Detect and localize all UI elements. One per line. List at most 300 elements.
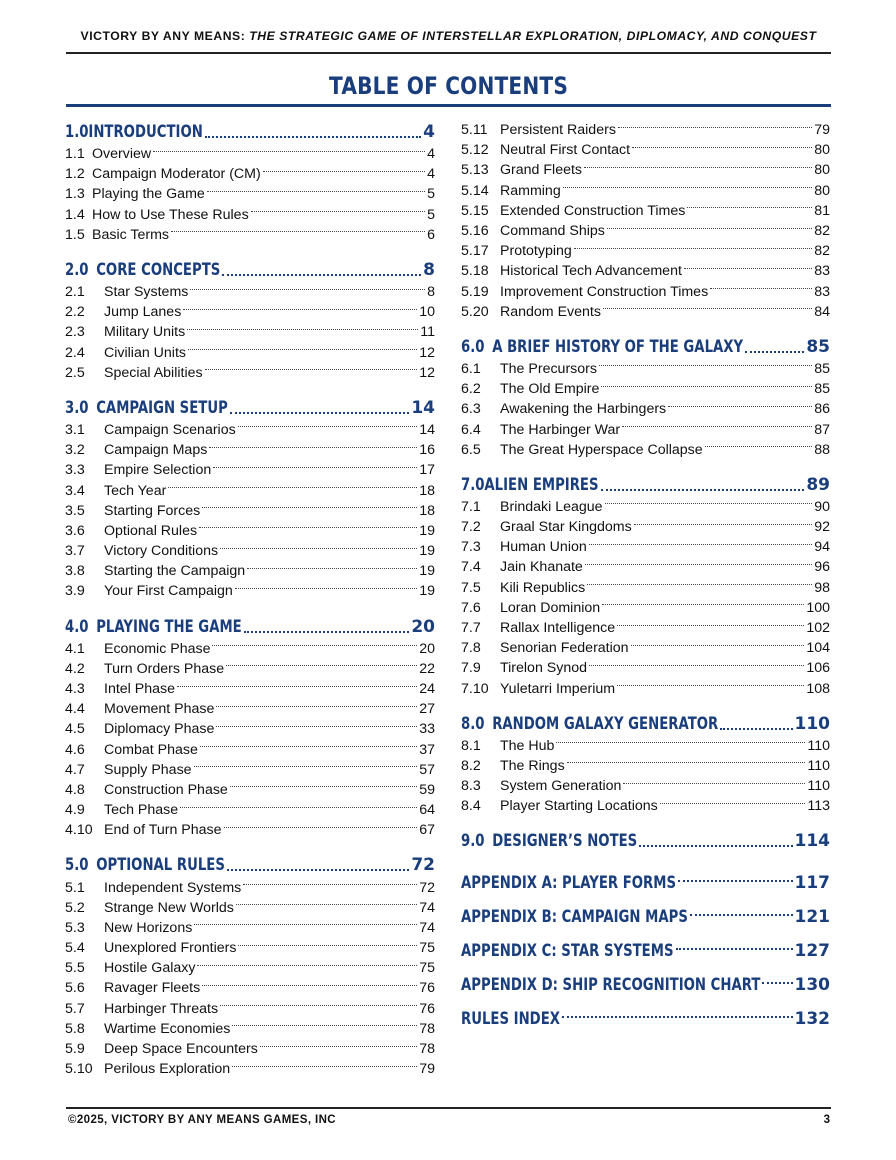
toc-entry-label: Optional Rules xyxy=(104,522,198,539)
dot-leader xyxy=(562,1016,793,1018)
toc-entry[interactable] xyxy=(461,537,830,557)
dot-leader xyxy=(220,1005,417,1006)
toc-chapter-entry[interactable] xyxy=(461,829,830,853)
toc-entry-number: 7.2 xyxy=(461,519,481,536)
dot-leader xyxy=(190,289,425,290)
dot-leader xyxy=(187,329,418,330)
toc-entry[interactable] xyxy=(65,800,435,820)
toc-entry-number: 1.4 xyxy=(65,206,85,223)
toc-entry-label: Jump Lanes xyxy=(104,304,182,321)
toc-chapter-page: 4 xyxy=(423,122,435,142)
toc-entry[interactable] xyxy=(65,501,435,521)
toc-entry[interactable] xyxy=(461,399,830,419)
toc-entry[interactable] xyxy=(65,639,435,659)
dot-leader xyxy=(216,726,417,727)
toc-entry-page: 106 xyxy=(806,660,830,677)
toc-section xyxy=(65,258,435,383)
toc-chapter-name: CORE CONCEPTS xyxy=(96,259,221,280)
toc-entry-number: 6.5 xyxy=(461,441,481,458)
toc-entry[interactable] xyxy=(65,420,435,440)
toc-entry[interactable] xyxy=(461,598,830,618)
toc-chapter-title xyxy=(65,260,220,280)
toc-entry-label: Movement Phase xyxy=(104,701,215,718)
toc-entry[interactable] xyxy=(461,241,830,261)
dot-leader xyxy=(251,211,425,212)
toc-appendix-page: 117 xyxy=(794,873,830,894)
toc-entry-page: 80 xyxy=(814,142,830,159)
toc-entry-page: 27 xyxy=(419,701,435,718)
toc-entry-number: 5.7 xyxy=(65,1000,85,1017)
toc-entry-page: 5 xyxy=(427,186,435,203)
toc-entry[interactable] xyxy=(65,679,435,699)
toc-entry-page: 110 xyxy=(807,737,830,754)
dot-leader xyxy=(222,274,421,276)
toc-chapter-title xyxy=(461,475,599,495)
toc-entry[interactable] xyxy=(461,557,830,577)
toc-chapter-label xyxy=(65,122,203,142)
toc-entry-page: 104 xyxy=(806,640,830,657)
toc-entry-label: Construction Phase xyxy=(104,781,228,798)
toc-entry-label: Jain Khanate xyxy=(500,559,583,576)
toc-chapter-page: 8 xyxy=(423,259,435,280)
dot-leader xyxy=(236,904,417,905)
toc-entry-label: Deep Space Encounters xyxy=(104,1041,258,1058)
toc-section xyxy=(461,120,830,322)
toc-entry-label: Human Union xyxy=(500,539,587,556)
toc-entry-number: 6.3 xyxy=(461,401,481,418)
toc-entry-number: 7.10 xyxy=(461,680,489,697)
toc-entry-label: Senorian Federation xyxy=(500,640,629,657)
dot-leader xyxy=(705,446,813,447)
toc-chapter-entry[interactable] xyxy=(65,396,435,420)
toc-entry-number: 7.9 xyxy=(461,660,481,677)
toc-entry[interactable] xyxy=(65,581,435,601)
toc-entry-label: Star Systems xyxy=(104,284,189,301)
toc-entry-number: 3.7 xyxy=(65,543,85,560)
toc-entry-page: 74 xyxy=(419,919,435,936)
toc-entry-number: 4.10 xyxy=(65,822,93,839)
dot-leader xyxy=(238,945,417,946)
toc-entry-number: 1.3 xyxy=(65,186,85,203)
page-title: TABLE OF CONTENTS xyxy=(328,72,569,100)
toc-entry-page: 33 xyxy=(419,721,435,738)
toc-entry-label: Strange New Worlds xyxy=(104,899,234,916)
dot-leader xyxy=(199,527,417,528)
toc-entry[interactable] xyxy=(65,225,435,245)
toc-entry-label: The Hub xyxy=(500,737,555,754)
title-rule xyxy=(66,104,831,107)
toc-appendix-entry[interactable] xyxy=(461,934,830,968)
toc-entry[interactable] xyxy=(461,419,830,439)
toc-entry-number: 2.5 xyxy=(65,364,85,381)
toc-entry-label: Kili Republics xyxy=(500,579,586,596)
dot-leader xyxy=(260,1046,417,1047)
toc-entry-number: 2.2 xyxy=(65,304,85,321)
dot-leader xyxy=(720,728,792,730)
toc-chapter-entry[interactable] xyxy=(65,853,435,877)
toc-entry[interactable] xyxy=(65,999,435,1019)
toc-entry[interactable] xyxy=(461,638,830,658)
toc-entry-label: Combat Phase xyxy=(104,741,198,758)
toc-entry-page: 74 xyxy=(419,899,435,916)
toc-entry[interactable] xyxy=(461,578,830,598)
toc-entry-number: 1.1 xyxy=(65,146,85,163)
toc-chapter-number: 3.0 xyxy=(65,397,89,418)
dot-leader xyxy=(574,248,812,249)
toc-entry[interactable] xyxy=(65,918,435,938)
toc-entry-page: 110 xyxy=(807,778,830,795)
toc-entry-number: 8.3 xyxy=(461,778,481,795)
toc-entry[interactable] xyxy=(65,561,435,581)
toc-chapter-name: DESIGNER’S NOTES xyxy=(492,831,638,852)
toc-entry[interactable] xyxy=(461,776,830,796)
toc-entry[interactable] xyxy=(65,282,435,302)
toc-entry[interactable] xyxy=(65,1019,435,1039)
dot-leader xyxy=(617,685,804,686)
toc-entry[interactable] xyxy=(461,756,830,776)
toc-appendix-entry[interactable] xyxy=(461,866,830,900)
toc-entry-number: 4.8 xyxy=(65,781,85,798)
toc-entry[interactable] xyxy=(65,164,435,184)
toc-entry-label: The Great Hyperspace Collapse xyxy=(500,441,703,458)
toc-entry[interactable] xyxy=(65,1059,435,1079)
toc-entry-number: 7.7 xyxy=(461,620,481,637)
toc-appendix-label: APPENDIX B: CAMPAIGN MAPS xyxy=(461,907,688,928)
toc-entry-label: Supply Phase xyxy=(104,761,192,778)
dot-leader xyxy=(589,665,804,666)
toc-entry[interactable] xyxy=(461,359,830,379)
toc-entry[interactable] xyxy=(461,379,830,399)
toc-entry[interactable] xyxy=(461,658,830,678)
toc-entry[interactable] xyxy=(65,363,435,383)
dot-leader xyxy=(601,386,812,387)
toc-entry-label: Ravager Fleets xyxy=(104,980,201,997)
toc-chapter-name: INTRODUCTION xyxy=(88,122,203,142)
dot-leader xyxy=(227,869,409,871)
dot-leader xyxy=(216,706,417,707)
dot-leader xyxy=(171,231,425,232)
toc-entry-number: 5.4 xyxy=(65,940,85,957)
toc-entry-label: The Precursors xyxy=(500,360,597,377)
footer-page-number: 3 xyxy=(823,1114,830,1126)
dot-leader xyxy=(601,489,805,491)
toc-chapter-number: 4.0 xyxy=(65,616,89,637)
toc-entry[interactable] xyxy=(461,736,830,756)
dot-leader xyxy=(235,588,417,589)
dot-leader xyxy=(202,507,417,508)
toc-entry-page: 19 xyxy=(419,543,435,560)
toc-entry-label: Playing the Game xyxy=(92,186,205,203)
toc-entry[interactable] xyxy=(65,205,435,225)
toc-entry-number: 7.3 xyxy=(461,539,481,556)
footer-rule xyxy=(66,1107,831,1109)
toc-entry[interactable] xyxy=(461,201,830,221)
dot-leader xyxy=(585,564,812,565)
toc-entry[interactable] xyxy=(461,181,830,201)
dot-leader xyxy=(678,880,793,882)
toc-chapter-page: 14 xyxy=(411,397,435,418)
toc-entry[interactable] xyxy=(461,282,830,302)
dot-leader xyxy=(684,268,812,269)
toc-entry[interactable] xyxy=(65,1039,435,1059)
toc-appendix-title xyxy=(461,975,760,995)
toc-entry-label: The Old Empire xyxy=(500,381,600,398)
toc-entry-label: Graal Star Kingdoms xyxy=(500,519,632,536)
toc-entry[interactable] xyxy=(65,780,435,800)
toc-entry-number: 3.2 xyxy=(65,442,85,459)
toc-entry-page: 79 xyxy=(814,122,830,139)
toc-entry-number: 3.6 xyxy=(65,522,85,539)
toc-entry-number: 3.8 xyxy=(65,563,85,580)
toc-entry[interactable] xyxy=(65,740,435,760)
toc-entry-number: 5.14 xyxy=(461,182,489,199)
dot-leader xyxy=(690,914,793,916)
toc-chapter-number: 9.0 xyxy=(461,831,485,852)
toc-appendix-page: 130 xyxy=(794,975,830,996)
toc-chapter-title xyxy=(461,337,743,357)
toc-appendix-entry[interactable] xyxy=(461,900,830,934)
toc-chapter-entry[interactable] xyxy=(65,615,435,639)
toc-entry[interactable] xyxy=(65,144,435,164)
toc-chapter-number: 6.0 xyxy=(461,336,485,357)
toc-entry[interactable] xyxy=(65,877,435,897)
toc-entry-number: 4.5 xyxy=(65,721,85,738)
toc-entry-number: 5.18 xyxy=(461,263,489,280)
toc-entry-number: 7.5 xyxy=(461,579,481,596)
toc-entry-page: 75 xyxy=(419,960,435,977)
toc-entry-label: Civilian Units xyxy=(104,344,186,361)
toc-entry-label: Turn Orders Phase xyxy=(104,660,225,677)
toc-entry-number: 5.12 xyxy=(461,142,489,159)
toc-entry-page: 94 xyxy=(814,539,830,556)
toc-entry[interactable] xyxy=(65,699,435,719)
toc-entry-page: 79 xyxy=(419,1061,435,1078)
toc-entry-number: 5.2 xyxy=(65,899,85,916)
toc-chapter-entry[interactable] xyxy=(65,258,435,282)
toc-entry[interactable] xyxy=(65,898,435,918)
toc-entry-label: Brindaki League xyxy=(500,498,603,515)
dot-leader xyxy=(180,807,417,808)
toc-entry-label: Starting the Campaign xyxy=(104,563,246,580)
toc-entry-page: 80 xyxy=(814,162,830,179)
toc-entry-label: How to Use These Rules xyxy=(92,206,249,223)
toc-section xyxy=(461,335,830,460)
toc-entry[interactable] xyxy=(65,541,435,561)
toc-entry-label: Player Starting Locations xyxy=(500,798,658,815)
toc-chapter-entry[interactable] xyxy=(461,712,830,736)
toc-entry-label: Neutral First Contact xyxy=(500,142,631,159)
toc-entry-page: 88 xyxy=(814,441,830,458)
toc-entry[interactable] xyxy=(461,261,830,281)
toc-entry[interactable] xyxy=(461,302,830,322)
toc-entry[interactable] xyxy=(65,958,435,978)
toc-entry-page: 92 xyxy=(814,519,830,536)
toc-entry[interactable] xyxy=(461,221,830,241)
toc-entry-number: 5.15 xyxy=(461,202,489,219)
dot-leader xyxy=(687,207,812,208)
toc-entry-number: 7.1 xyxy=(461,498,481,515)
dot-leader xyxy=(168,487,417,488)
toc-appendix-title xyxy=(461,1009,560,1029)
toc-entry-number: 3.3 xyxy=(65,462,85,479)
toc-appendix-page: 127 xyxy=(794,941,830,962)
toc-entry-label: Empire Selection xyxy=(104,462,212,479)
toc-entry-label: Grand Fleets xyxy=(500,162,583,179)
dot-leader xyxy=(263,171,425,172)
toc-entry-page: 85 xyxy=(814,381,830,398)
dot-leader xyxy=(207,191,425,192)
toc-chapter-entry[interactable] xyxy=(65,120,435,144)
toc-entry[interactable] xyxy=(461,140,830,160)
toc-entry[interactable] xyxy=(461,618,830,638)
toc-entry-page: 6 xyxy=(427,226,435,243)
toc-chapter-page: 114 xyxy=(794,831,830,852)
toc-appendix-label: APPENDIX D: SHIP RECOGNITION CHART xyxy=(461,975,761,996)
toc-entry-label: Tech Year xyxy=(104,482,167,499)
toc-chapter-entry[interactable] xyxy=(461,473,830,497)
toc-entry-page: 80 xyxy=(814,182,830,199)
toc-entry-page: 113 xyxy=(807,798,830,815)
toc-entry-label: Campaign Maps xyxy=(104,442,208,459)
toc-chapter-page: 20 xyxy=(411,616,435,637)
dot-leader xyxy=(212,645,417,646)
toc-entry-label: Overview xyxy=(92,146,152,163)
toc-entry[interactable] xyxy=(461,796,830,816)
toc-entry-number: 5.10 xyxy=(65,1061,93,1078)
dot-leader xyxy=(200,746,417,747)
toc-entry[interactable] xyxy=(65,978,435,998)
toc-entry-page: 16 xyxy=(419,442,435,459)
toc-entry-number: 3.5 xyxy=(65,502,85,519)
toc-entry-page: 75 xyxy=(419,940,435,957)
dot-leader xyxy=(605,503,813,504)
toc-chapter-label xyxy=(65,617,242,637)
toc-entry-number: 4.2 xyxy=(65,660,85,677)
toc-entry-label: Unexplored Frontiers xyxy=(104,940,237,957)
toc-appendix-page: 121 xyxy=(794,907,830,928)
dot-leader xyxy=(632,147,812,148)
toc-entry[interactable] xyxy=(65,302,435,322)
toc-chapter-page: 85 xyxy=(806,336,830,357)
toc-entry[interactable] xyxy=(65,820,435,840)
toc-entry-label: Tech Phase xyxy=(104,802,179,819)
toc-entry[interactable] xyxy=(461,120,830,140)
dot-leader xyxy=(194,924,417,925)
toc-chapter-title xyxy=(65,617,242,637)
toc-entry-page: 17 xyxy=(419,462,435,479)
dot-leader xyxy=(188,349,417,350)
toc-entry-page: 81 xyxy=(814,202,830,219)
toc-entry-label: Economic Phase xyxy=(104,640,211,657)
toc-entry-page: 96 xyxy=(814,559,830,576)
toc-appendix-entry[interactable] xyxy=(461,968,830,1002)
toc-entry-page: 76 xyxy=(419,1000,435,1017)
toc-appendix-title xyxy=(461,873,676,893)
toc-entry[interactable] xyxy=(65,480,435,500)
toc-entry-label: Diplomacy Phase xyxy=(104,721,215,738)
toc-chapter-label xyxy=(65,855,225,875)
toc-entry-number: 3.9 xyxy=(65,583,85,600)
toc-entry[interactable] xyxy=(65,719,435,739)
toc-entry[interactable] xyxy=(65,659,435,679)
toc-entry-label: Ramming xyxy=(500,182,561,199)
toc-entry[interactable] xyxy=(461,679,830,699)
toc-chapter-name: OPTIONAL RULES xyxy=(96,855,225,876)
toc-entry-number: 5.11 xyxy=(461,122,488,139)
toc-entry-page: 37 xyxy=(419,741,435,758)
toc-entry-label: Improvement Construction Times xyxy=(500,283,709,300)
toc-entry-page: 11 xyxy=(420,324,435,341)
toc-entry[interactable] xyxy=(65,460,435,480)
toc-entry-label: Wartime Economies xyxy=(104,1020,231,1037)
toc-entry-page: 19 xyxy=(419,522,435,539)
running-header-title: VICTORY BY ANY MEANS: xyxy=(80,29,246,43)
toc-entry-number: 5.20 xyxy=(461,303,489,320)
toc-entry[interactable] xyxy=(65,440,435,460)
toc-entry-number: 7.4 xyxy=(461,559,481,576)
dot-leader xyxy=(668,406,812,407)
toc-appendix-label: RULES INDEX xyxy=(461,1009,560,1030)
toc-entry[interactable] xyxy=(65,760,435,780)
dot-leader xyxy=(617,625,804,626)
toc-entry-page: 4 xyxy=(427,166,435,183)
toc-entry-page: 98 xyxy=(814,579,830,596)
toc-entry[interactable] xyxy=(65,184,435,204)
toc-chapter-entry[interactable] xyxy=(461,335,830,359)
toc-entry-number: 6.2 xyxy=(461,381,481,398)
toc-entry-number: 2.3 xyxy=(65,324,85,341)
dot-leader xyxy=(202,985,417,986)
toc-entry-page: 59 xyxy=(419,781,435,798)
toc-chapter-name: PLAYING THE GAME xyxy=(96,616,242,637)
toc-entry-label: Harbinger Threats xyxy=(104,1000,219,1017)
toc-entry-page: 108 xyxy=(806,680,830,697)
toc-entry-number: 4.7 xyxy=(65,761,85,778)
toc-chapter-title xyxy=(65,122,203,142)
toc-section xyxy=(65,120,435,245)
dot-leader xyxy=(634,524,813,525)
toc-chapter-title xyxy=(461,714,718,734)
toc-entry[interactable] xyxy=(65,521,435,541)
toc-entry-label: Historical Tech Advancement xyxy=(500,263,682,280)
toc-entry-number: 4.1 xyxy=(65,640,85,657)
toc-entry[interactable] xyxy=(461,160,830,180)
toc-entry-page: 22 xyxy=(419,660,435,677)
dot-leader xyxy=(224,827,418,828)
toc-entry-page: 90 xyxy=(814,498,830,515)
toc-appendix-entry[interactable] xyxy=(461,1002,830,1036)
toc-entry-page: 78 xyxy=(419,1041,435,1058)
toc-entry[interactable] xyxy=(461,497,830,517)
toc-chapter-page: 89 xyxy=(806,474,830,495)
toc-chapter-label xyxy=(461,831,637,851)
toc-chapter-number: 5.0 xyxy=(65,855,89,876)
toc-entry[interactable] xyxy=(461,517,830,537)
toc-entry-number: 5.13 xyxy=(461,162,489,179)
toc-entry-number: 1.5 xyxy=(65,226,85,243)
toc-entry-number: 4.6 xyxy=(65,741,85,758)
toc-entry-number: 5.17 xyxy=(461,243,489,260)
toc-entry[interactable] xyxy=(461,440,830,460)
dot-leader xyxy=(205,369,418,370)
toc-entry[interactable] xyxy=(65,343,435,363)
toc-entry-label: Yuletarri Imperium xyxy=(500,680,616,697)
toc-entry[interactable] xyxy=(65,322,435,342)
dot-leader xyxy=(213,467,417,468)
toc-entry-label: Tirelon Synod xyxy=(500,660,588,677)
toc-entry[interactable] xyxy=(65,938,435,958)
toc-entry-page: 86 xyxy=(814,401,830,418)
